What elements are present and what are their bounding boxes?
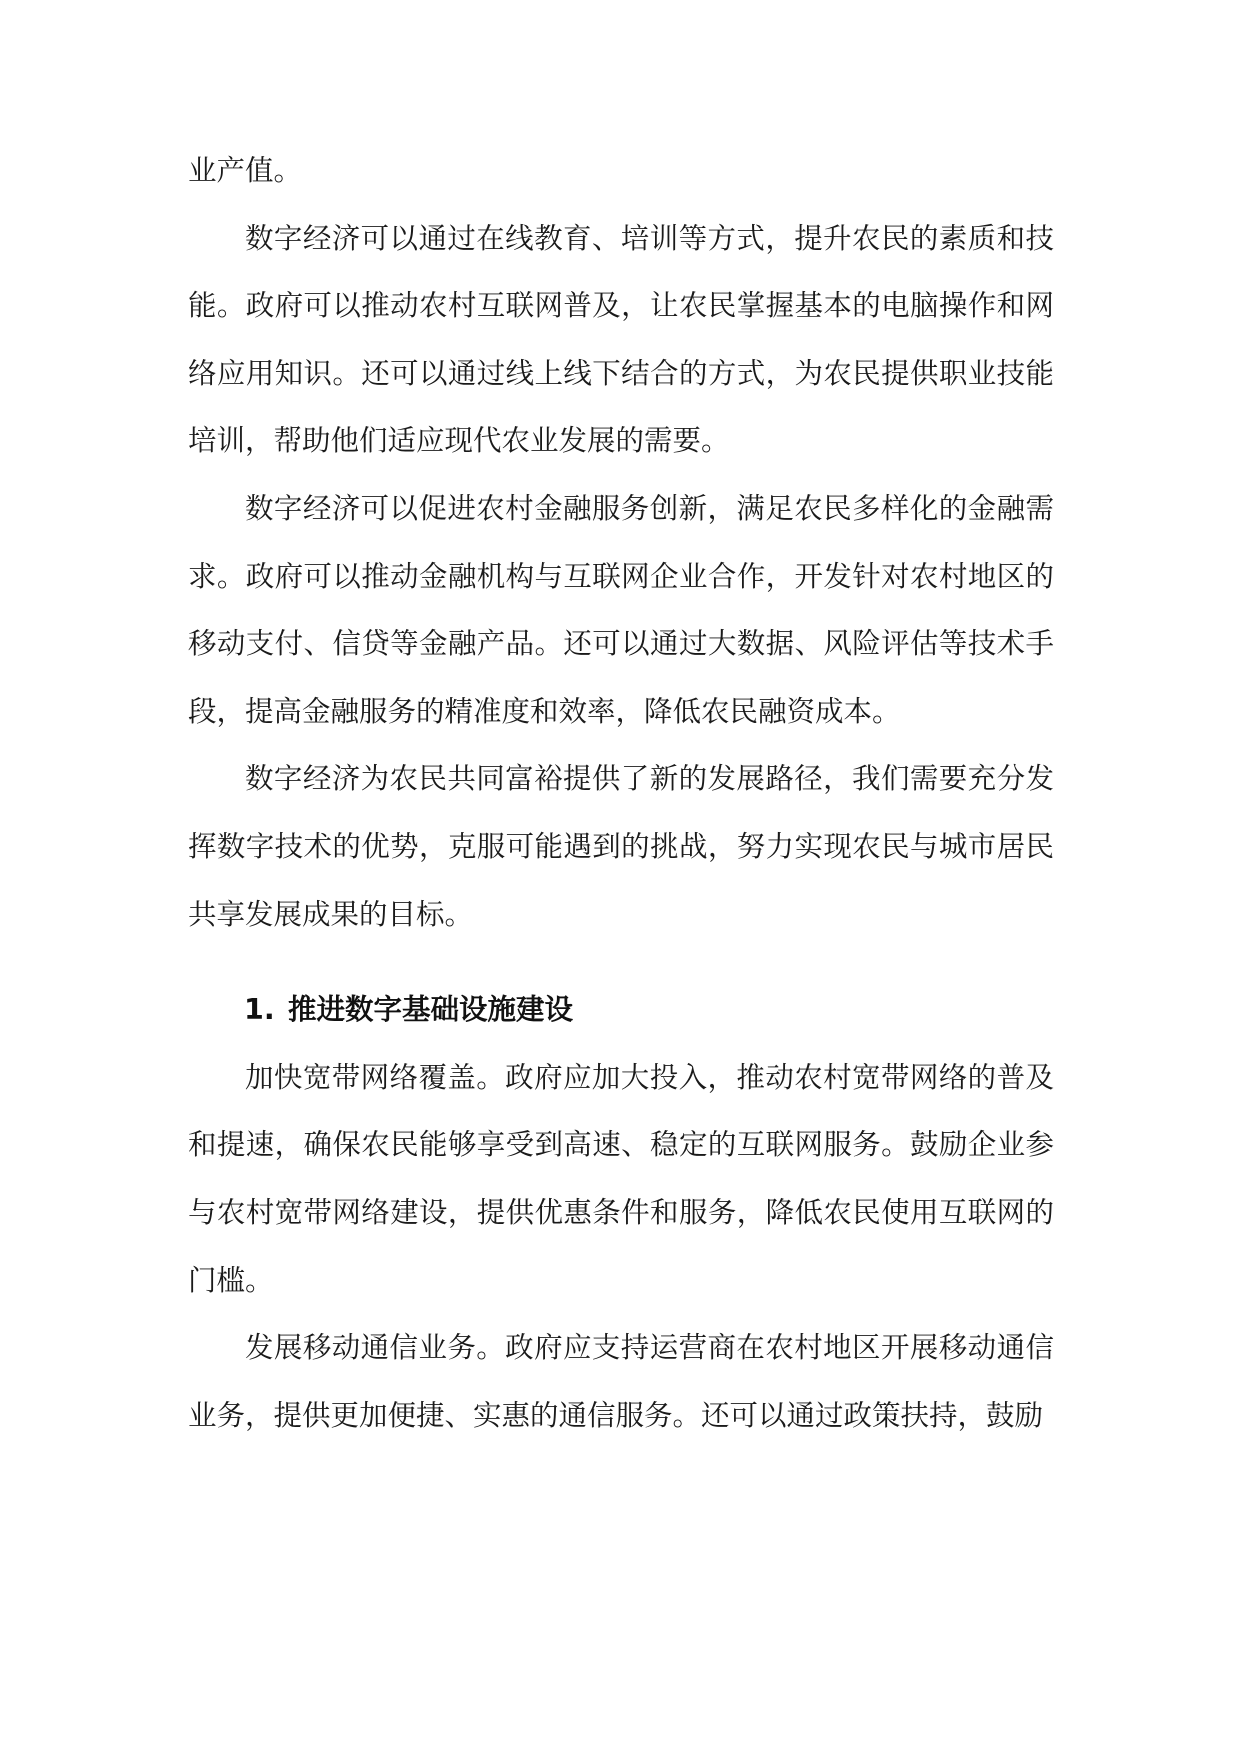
paragraph-broadband: 加快宽带网络覆盖。政府应加大投入，推动农村宽带网络的普及和提速，确保农民能够享受到高速、稳定的互联网服务。鼓励企业参与农村宽带网络建设，提供优惠条件和服务，降低农民使用互联网的门槛。 bbox=[188, 1060, 1054, 1297]
paragraph-mobile-communication: 发展移动通信业务。政府应支持运营商在农村地区开展移动通信业务，提供更加便捷、实惠的通信服务。还可以通过政策扶持，鼓励 bbox=[188, 1331, 1054, 1432]
section-number: 1. bbox=[244, 993, 275, 1027]
paragraph-online-education: 数字经济可以通过在线教育、培训等方式，提升农民的素质和技能。政府可以推动农村互联网普及，让农民掌握基本的电脑操作和网络应用知识。还可以通过线上线下结合的方式，为农民提供职业技能培训，帮助他们适应现代农业发展的需要。 bbox=[188, 221, 1054, 458]
paragraph-continuation: 业产值。 bbox=[188, 154, 303, 187]
paragraph-rural-finance: 数字经济可以促进农村金融服务创新，满足农民多样化的金融需求。政府可以推动金融机构与互联网企业合作，开发针对农村地区的移动支付、信贷等金融产品。还可以通过大数据、风险评估等技术手段，提高金融服务的精准度和效率，降低农民融资成本。 bbox=[188, 491, 1054, 728]
section-heading bbox=[188, 976, 1054, 1044]
section-title: 推进数字基础设施建设 bbox=[288, 993, 574, 1027]
paragraph-common-prosperity: 数字经济为农民共同富裕提供了新的发展路径，我们需要充分发挥数字技术的优势，克服可能遇到的挑战，努力实现农民与城市居民共享发展成果的目标。 bbox=[188, 762, 1054, 931]
document-body bbox=[188, 137, 1054, 1449]
